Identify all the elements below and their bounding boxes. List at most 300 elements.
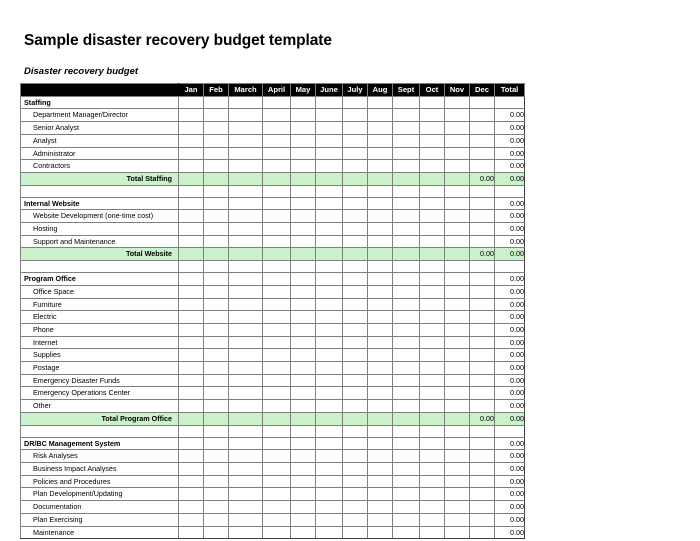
cell-july[interactable] [343,248,368,261]
cell-total[interactable]: 0.00 [495,513,525,526]
cell-total[interactable]: 0.00 [495,323,525,336]
cell-total[interactable]: 0.00 [495,475,525,488]
cell-feb[interactable] [204,387,229,400]
cell-dec[interactable] [470,400,495,413]
cell-aug[interactable] [368,311,393,324]
cell-march[interactable] [229,475,263,488]
cell-april[interactable] [263,172,291,185]
cell-may[interactable] [291,185,316,197]
cell-april[interactable] [263,160,291,173]
cell-total[interactable]: 0.00 [495,160,525,173]
cell-may[interactable] [291,197,316,210]
cell-aug[interactable] [368,450,393,463]
cell-aug[interactable] [368,374,393,387]
cell-may[interactable] [291,311,316,324]
cell-march[interactable] [229,488,263,501]
cell-nov[interactable] [445,197,470,210]
cell-april[interactable] [263,412,291,425]
cell-june[interactable] [316,412,343,425]
cell-may[interactable] [291,475,316,488]
cell-dec[interactable] [470,160,495,173]
cell-total[interactable]: 0.00 [495,526,525,539]
cell-total[interactable]: 0.00 [495,248,525,261]
cell-may[interactable] [291,273,316,286]
cell-feb[interactable] [204,362,229,375]
cell-march[interactable] [229,285,263,298]
cell-april[interactable] [263,273,291,286]
cell-feb[interactable] [204,147,229,160]
cell-jan[interactable] [179,223,204,236]
cell-june[interactable] [316,488,343,501]
cell-dec[interactable] [470,374,495,387]
cell-jan[interactable] [179,122,204,135]
cell-april[interactable] [263,362,291,375]
cell-feb[interactable] [204,261,229,273]
cell-oct[interactable] [420,160,445,173]
cell-aug[interactable] [368,526,393,539]
cell-july[interactable] [343,197,368,210]
cell-nov[interactable] [445,261,470,273]
cell-july[interactable] [343,273,368,286]
cell-nov[interactable] [445,513,470,526]
cell-dec[interactable] [470,197,495,210]
cell-nov[interactable] [445,147,470,160]
cell-july[interactable] [343,109,368,122]
cell-april[interactable] [263,349,291,362]
cell-may[interactable] [291,488,316,501]
cell-april[interactable] [263,235,291,248]
cell-oct[interactable] [420,450,445,463]
cell-aug[interactable] [368,160,393,173]
cell-oct[interactable] [420,323,445,336]
cell-feb[interactable] [204,122,229,135]
cell-aug[interactable] [368,285,393,298]
cell-sept[interactable] [393,462,420,475]
cell-sept[interactable] [393,261,420,273]
cell-nov[interactable] [445,374,470,387]
cell-jan[interactable] [179,185,204,197]
cell-sept[interactable] [393,122,420,135]
cell-june[interactable] [316,526,343,539]
cell-feb[interactable] [204,235,229,248]
cell-july[interactable] [343,425,368,437]
cell-dec[interactable] [470,425,495,437]
cell-may[interactable] [291,336,316,349]
cell-dec[interactable] [470,223,495,236]
cell-july[interactable] [343,160,368,173]
cell-total[interactable]: 0.00 [495,412,525,425]
cell-july[interactable] [343,400,368,413]
cell-aug[interactable] [368,336,393,349]
cell-nov[interactable] [445,450,470,463]
cell-feb[interactable] [204,185,229,197]
cell-march[interactable] [229,526,263,539]
cell-feb[interactable] [204,273,229,286]
cell-may[interactable] [291,248,316,261]
cell-oct[interactable] [420,96,445,109]
cell-aug[interactable] [368,248,393,261]
cell-march[interactable] [229,323,263,336]
cell-sept[interactable] [393,362,420,375]
cell-total[interactable]: 0.00 [495,134,525,147]
cell-aug[interactable] [368,412,393,425]
cell-april[interactable] [263,185,291,197]
cell-oct[interactable] [420,488,445,501]
cell-march[interactable] [229,172,263,185]
cell-oct[interactable] [420,311,445,324]
cell-april[interactable] [263,450,291,463]
cell-feb[interactable] [204,513,229,526]
cell-march[interactable] [229,374,263,387]
cell-june[interactable] [316,450,343,463]
cell-may[interactable] [291,437,316,450]
cell-july[interactable] [343,437,368,450]
cell-feb[interactable] [204,501,229,514]
cell-may[interactable] [291,349,316,362]
cell-jan[interactable] [179,425,204,437]
cell-june[interactable] [316,298,343,311]
cell-jan[interactable] [179,109,204,122]
cell-oct[interactable] [420,425,445,437]
cell-aug[interactable] [368,96,393,109]
cell-june[interactable] [316,501,343,514]
cell-nov[interactable] [445,285,470,298]
cell-oct[interactable] [420,374,445,387]
cell-jan[interactable] [179,349,204,362]
cell-may[interactable] [291,513,316,526]
cell-total[interactable]: 0.00 [495,235,525,248]
cell-total[interactable]: 0.00 [495,122,525,135]
cell-total[interactable]: 0.00 [495,172,525,185]
cell-oct[interactable] [420,147,445,160]
cell-july[interactable] [343,513,368,526]
cell-may[interactable] [291,109,316,122]
cell-april[interactable] [263,311,291,324]
cell-feb[interactable] [204,96,229,109]
cell-june[interactable] [316,462,343,475]
cell-jan[interactable] [179,387,204,400]
cell-dec[interactable] [470,437,495,450]
cell-nov[interactable] [445,412,470,425]
cell-sept[interactable] [393,248,420,261]
cell-sept[interactable] [393,323,420,336]
cell-jan[interactable] [179,134,204,147]
cell-march[interactable] [229,462,263,475]
cell-june[interactable] [316,109,343,122]
cell-feb[interactable] [204,462,229,475]
cell-july[interactable] [343,450,368,463]
cell-jan[interactable] [179,172,204,185]
cell-dec[interactable] [470,323,495,336]
cell-jan[interactable] [179,374,204,387]
cell-april[interactable] [263,475,291,488]
cell-total[interactable]: 0.00 [495,109,525,122]
cell-feb[interactable] [204,400,229,413]
cell-march[interactable] [229,248,263,261]
cell-feb[interactable] [204,526,229,539]
cell-sept[interactable] [393,336,420,349]
cell-june[interactable] [316,362,343,375]
cell-march[interactable] [229,501,263,514]
cell-dec[interactable] [470,96,495,109]
cell-dec[interactable] [470,109,495,122]
cell-total[interactable]: 0.00 [495,450,525,463]
cell-july[interactable] [343,412,368,425]
cell-feb[interactable] [204,298,229,311]
cell-feb[interactable] [204,437,229,450]
cell-march[interactable] [229,134,263,147]
cell-april[interactable] [263,210,291,223]
cell-april[interactable] [263,400,291,413]
cell-feb[interactable] [204,412,229,425]
cell-aug[interactable] [368,349,393,362]
cell-sept[interactable] [393,185,420,197]
cell-july[interactable] [343,374,368,387]
cell-total[interactable]: 0.00 [495,437,525,450]
cell-dec[interactable] [470,526,495,539]
cell-jan[interactable] [179,450,204,463]
cell-jan[interactable] [179,261,204,273]
cell-april[interactable] [263,323,291,336]
cell-march[interactable] [229,425,263,437]
cell-sept[interactable] [393,513,420,526]
cell-july[interactable] [343,526,368,539]
cell-jan[interactable] [179,501,204,514]
cell-may[interactable] [291,412,316,425]
cell-june[interactable] [316,96,343,109]
cell-may[interactable] [291,134,316,147]
cell-april[interactable] [263,261,291,273]
cell-total[interactable]: 0.00 [495,349,525,362]
cell-feb[interactable] [204,223,229,236]
cell-aug[interactable] [368,400,393,413]
cell-may[interactable] [291,235,316,248]
cell-june[interactable] [316,273,343,286]
cell-dec[interactable] [470,122,495,135]
cell-aug[interactable] [368,134,393,147]
cell-nov[interactable] [445,437,470,450]
cell-total[interactable]: 0.00 [495,273,525,286]
cell-dec[interactable] [470,349,495,362]
cell-nov[interactable] [445,400,470,413]
cell-may[interactable] [291,172,316,185]
cell-march[interactable] [229,147,263,160]
cell-oct[interactable] [420,336,445,349]
cell-march[interactable] [229,437,263,450]
cell-total[interactable]: 0.00 [495,336,525,349]
cell-april[interactable] [263,425,291,437]
cell-april[interactable] [263,96,291,109]
cell-may[interactable] [291,425,316,437]
cell-feb[interactable] [204,323,229,336]
cell-aug[interactable] [368,298,393,311]
cell-nov[interactable] [445,109,470,122]
cell-sept[interactable] [393,412,420,425]
cell-nov[interactable] [445,387,470,400]
cell-oct[interactable] [420,513,445,526]
cell-feb[interactable] [204,197,229,210]
cell-june[interactable] [316,349,343,362]
cell-dec[interactable] [470,273,495,286]
cell-nov[interactable] [445,223,470,236]
cell-march[interactable] [229,450,263,463]
cell-dec[interactable]: 0.00 [470,248,495,261]
cell-nov[interactable] [445,462,470,475]
cell-july[interactable] [343,387,368,400]
cell-feb[interactable] [204,425,229,437]
cell-nov[interactable] [445,248,470,261]
cell-nov[interactable] [445,122,470,135]
cell-nov[interactable] [445,96,470,109]
cell-june[interactable] [316,387,343,400]
cell-jan[interactable] [179,323,204,336]
cell-march[interactable] [229,362,263,375]
cell-dec[interactable]: 0.00 [470,172,495,185]
cell-jan[interactable] [179,462,204,475]
cell-total[interactable] [495,185,525,197]
cell-june[interactable] [316,513,343,526]
cell-march[interactable] [229,223,263,236]
cell-nov[interactable] [445,349,470,362]
cell-nov[interactable] [445,273,470,286]
cell-march[interactable] [229,412,263,425]
cell-total[interactable]: 0.00 [495,223,525,236]
cell-feb[interactable] [204,475,229,488]
cell-total[interactable] [495,261,525,273]
cell-jan[interactable] [179,526,204,539]
cell-dec[interactable] [470,488,495,501]
cell-march[interactable] [229,122,263,135]
cell-april[interactable] [263,248,291,261]
cell-may[interactable] [291,450,316,463]
cell-dec[interactable] [470,450,495,463]
cell-aug[interactable] [368,261,393,273]
cell-feb[interactable] [204,374,229,387]
cell-june[interactable] [316,185,343,197]
cell-april[interactable] [263,134,291,147]
cell-june[interactable] [316,336,343,349]
cell-jan[interactable] [179,298,204,311]
cell-aug[interactable] [368,362,393,375]
cell-april[interactable] [263,387,291,400]
cell-dec[interactable] [470,147,495,160]
cell-total[interactable]: 0.00 [495,374,525,387]
cell-june[interactable] [316,122,343,135]
cell-july[interactable] [343,336,368,349]
cell-march[interactable] [229,261,263,273]
cell-april[interactable] [263,122,291,135]
cell-nov[interactable] [445,134,470,147]
cell-total[interactable] [495,96,525,109]
cell-sept[interactable] [393,285,420,298]
cell-march[interactable] [229,298,263,311]
cell-oct[interactable] [420,437,445,450]
cell-march[interactable] [229,513,263,526]
cell-oct[interactable] [420,223,445,236]
cell-dec[interactable] [470,311,495,324]
cell-aug[interactable] [368,147,393,160]
cell-jan[interactable] [179,336,204,349]
cell-oct[interactable] [420,462,445,475]
cell-march[interactable] [229,185,263,197]
cell-oct[interactable] [420,273,445,286]
cell-dec[interactable] [470,475,495,488]
cell-aug[interactable] [368,235,393,248]
cell-june[interactable] [316,172,343,185]
cell-jan[interactable] [179,488,204,501]
cell-sept[interactable] [393,210,420,223]
cell-july[interactable] [343,311,368,324]
cell-total[interactable]: 0.00 [495,147,525,160]
cell-aug[interactable] [368,122,393,135]
cell-june[interactable] [316,134,343,147]
cell-may[interactable] [291,323,316,336]
cell-oct[interactable] [420,475,445,488]
cell-july[interactable] [343,475,368,488]
cell-march[interactable] [229,160,263,173]
cell-nov[interactable] [445,336,470,349]
cell-march[interactable] [229,311,263,324]
cell-oct[interactable] [420,248,445,261]
cell-june[interactable] [316,147,343,160]
cell-aug[interactable] [368,323,393,336]
cell-nov[interactable] [445,311,470,324]
cell-march[interactable] [229,387,263,400]
cell-may[interactable] [291,210,316,223]
cell-nov[interactable] [445,501,470,514]
cell-march[interactable] [229,349,263,362]
cell-april[interactable] [263,488,291,501]
cell-jan[interactable] [179,475,204,488]
cell-nov[interactable] [445,323,470,336]
cell-feb[interactable] [204,349,229,362]
cell-jan[interactable] [179,248,204,261]
cell-total[interactable]: 0.00 [495,285,525,298]
cell-may[interactable] [291,285,316,298]
cell-jan[interactable] [179,437,204,450]
cell-aug[interactable] [368,223,393,236]
cell-april[interactable] [263,462,291,475]
cell-may[interactable] [291,147,316,160]
cell-oct[interactable] [420,362,445,375]
cell-oct[interactable] [420,185,445,197]
cell-june[interactable] [316,323,343,336]
cell-nov[interactable] [445,172,470,185]
cell-june[interactable] [316,197,343,210]
cell-june[interactable] [316,261,343,273]
cell-may[interactable] [291,160,316,173]
cell-june[interactable] [316,210,343,223]
cell-sept[interactable] [393,387,420,400]
cell-nov[interactable] [445,488,470,501]
cell-total[interactable] [495,425,525,437]
cell-sept[interactable] [393,235,420,248]
cell-dec[interactable] [470,513,495,526]
cell-may[interactable] [291,462,316,475]
cell-april[interactable] [263,526,291,539]
cell-jan[interactable] [179,412,204,425]
cell-dec[interactable] [470,336,495,349]
cell-may[interactable] [291,374,316,387]
cell-march[interactable] [229,400,263,413]
cell-may[interactable] [291,387,316,400]
cell-sept[interactable] [393,109,420,122]
cell-june[interactable] [316,160,343,173]
cell-dec[interactable] [470,235,495,248]
cell-sept[interactable] [393,374,420,387]
cell-sept[interactable] [393,475,420,488]
cell-dec[interactable] [470,210,495,223]
